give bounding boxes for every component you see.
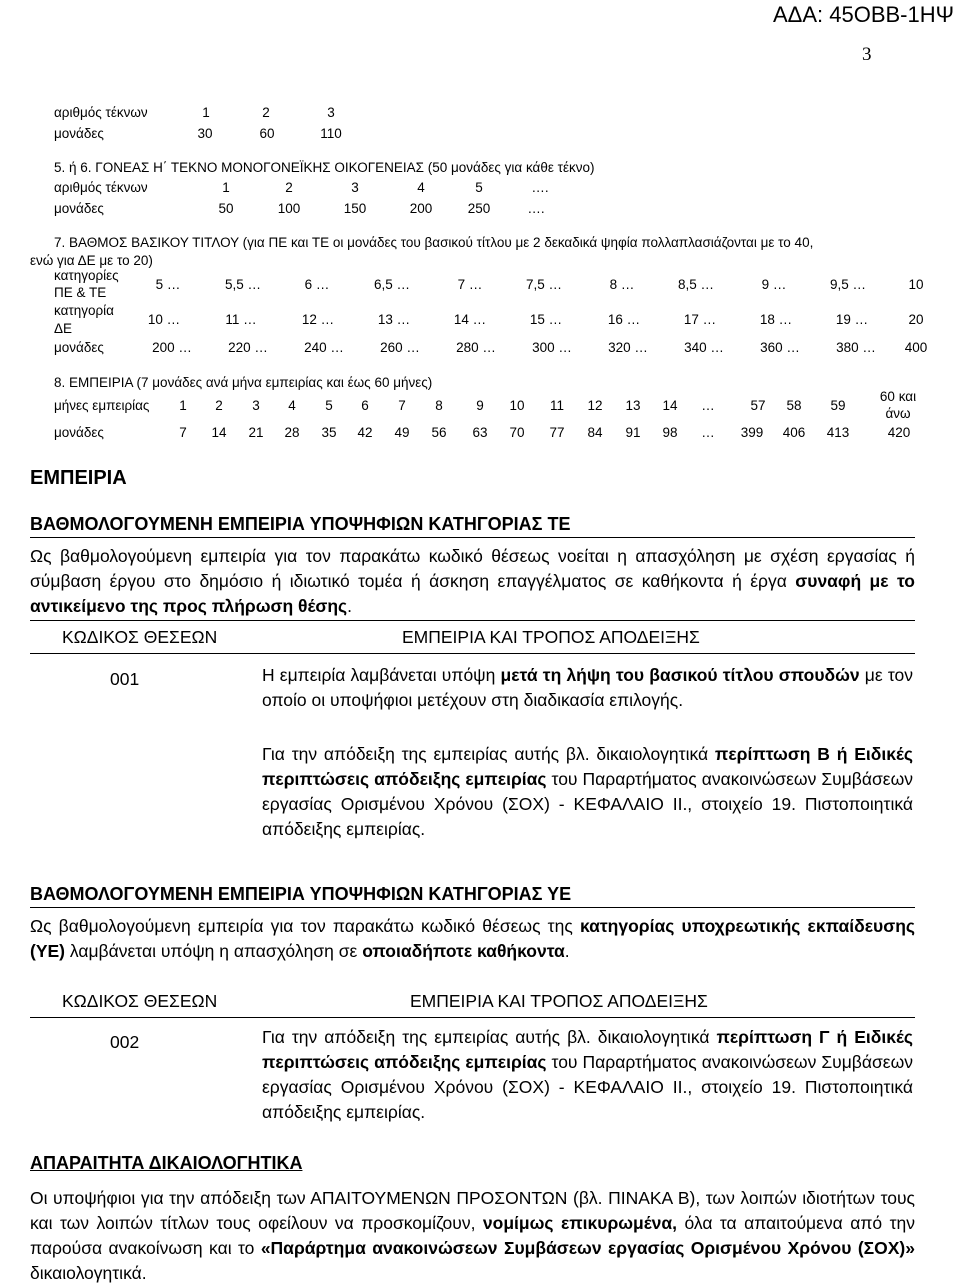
- table-cell: 320 …: [608, 340, 648, 355]
- table-cell: 6,5 …: [373, 277, 411, 292]
- table-cell: 60 και: [879, 389, 917, 404]
- children-row1-label: αριθμός τέκνων: [54, 105, 148, 120]
- te-intro: Ως βαθμολογούμενη εμπειρία για τον παρακάτω κωδικό θέσεως νοείται η απασχόληση με σχέση εργασίας ή σύμβαση έργου στο δημόσιο ή ιδιωτικό τομέα ή άσκηση επαγγέλματος σε καθήκοντα ή έργα συναφή με το αντικείμενο της προς πλήρωση θέσης.: [30, 546, 916, 616]
- table-cell: 3: [252, 398, 260, 413]
- table-cell: 30: [197, 126, 213, 141]
- table-cell: …: [701, 398, 715, 413]
- table-cell: 250: [467, 201, 491, 216]
- table-cell: 280 …: [456, 340, 496, 355]
- ye-heading: ΒΑΘΜΟΛΟΓΟΥΜΕΝΗ ΕΜΠΕΙΡΙΑ ΥΠΟΨΗΦΙΩΝ ΚΑΤΗΓΟΡΙΑΣ ΥΕ: [30, 884, 572, 904]
- table-cell: 413: [826, 425, 850, 440]
- degree-row3-label: μονάδες: [54, 340, 104, 355]
- table-cell: 11: [549, 398, 565, 413]
- table-cell: 7: [179, 425, 187, 440]
- ye-intro: Ως βαθμολογούμενη εμπειρία για τον παρακάτω κωδικό θέσεως της κατηγορίας υποχρεωτικής εκπαίδευσης (ΥΕ) λαμβάνεται υπόψη η απασχόληση σε οποιαδήποτε καθήκοντα.: [30, 916, 916, 961]
- table-cell: 150: [343, 201, 367, 216]
- table-cell: ….: [527, 201, 545, 216]
- degree-title-line1: 7. ΒΑΘΜΟΣ ΒΑΣΙΚΟΥ ΤΙΤΛΟΥ (για ΠΕ και ΤΕ οι μονάδες του βασικού τίτλου με 2 δεκαδικά ψηφία πολλαπλασιάζονται με το 40,: [54, 235, 814, 250]
- section-title: ΕΜΠΕΙΡΙΑ: [30, 467, 127, 489]
- table-cell: 10 …: [147, 312, 181, 327]
- te-col1-header: ΚΩΔΙΚΟΣ ΘΕΣΕΩΝ: [62, 627, 218, 647]
- table-cell: 16 …: [607, 312, 641, 327]
- required-text: Οι υποψήφιοι για την απόδειξη των ΑΠΑΙΤΟΥΜΕΝΩΝ ΠΡΟΣΟΝΤΩΝ (βλ. ΠΙΝΑΚΑ Β), των λοιπών ιδιοτήτων τους και των λοιπών τίτλων τους οφείλουν να προσκομίζουν, νομίμως επικυρωμένα, όλα τα απαιτούμενα από την παρούσα ανακοίνωση και το «Παράρτημα ανακοινώσεων Συμβάσεων εργασίας Ορισμένου Χρόνου (ΣΟΧ)» δικαιολογητικά.: [30, 1188, 915, 1283]
- table-cell: 7: [398, 398, 406, 413]
- ye-col2-header: ΕΜΠΕΙΡΙΑ ΚΑΙ ΤΡΟΠΟΣ ΑΠΟΔΕΙΞΗΣ: [410, 991, 708, 1011]
- table-cell: 21: [248, 425, 264, 440]
- ada-code: ΑΔΑ: 45ΟΒΒ-1ΗΨ: [772, 2, 954, 27]
- table-cell: 1: [202, 105, 210, 120]
- table-cell: 9,5 …: [829, 277, 867, 292]
- table-cell: 3: [351, 180, 359, 195]
- table-cell: 59: [830, 398, 846, 413]
- table-cell: 406: [782, 425, 806, 440]
- divider: [30, 653, 915, 654]
- degree-row2-label: κατηγορία: [54, 303, 114, 318]
- table-cell: 2: [262, 105, 270, 120]
- table-cell: 100: [277, 201, 301, 216]
- table-cell: …: [701, 425, 715, 440]
- table-cell: 110: [320, 126, 342, 141]
- table-cell: ….: [531, 180, 549, 195]
- table-cell: 20: [908, 312, 924, 327]
- table-cell: 13 …: [377, 312, 411, 327]
- table-cell: 98: [662, 425, 678, 440]
- table-cell: 3: [327, 105, 335, 120]
- degree-row1-label: ΠΕ & ΤΕ: [54, 285, 107, 300]
- single-parent-row1-label: αριθμός τέκνων: [54, 180, 148, 195]
- table-cell: 7 …: [457, 277, 483, 292]
- divider: [30, 537, 915, 538]
- table-cell: 60: [259, 126, 275, 141]
- table-cell: 6: [361, 398, 369, 413]
- children-row2-label: μονάδες: [54, 126, 104, 141]
- single-parent-title: 5. ή 6. ΓΟΝΕΑΣ Η΄ ΤΕΚΝΟ ΜΟΝΟΓΟΝΕΪΚΗΣ ΟΙΚΟΓΕΝΕΙΑΣ (50 μονάδες για κάθε τέκνο): [54, 160, 595, 175]
- table-cell: 49: [394, 425, 410, 440]
- table-cell: 12 …: [301, 312, 335, 327]
- table-cell: 300 …: [532, 340, 572, 355]
- table-cell: 6 …: [304, 277, 330, 292]
- single-parent-row2-label: μονάδες: [54, 201, 104, 216]
- table-cell: 5: [475, 180, 483, 195]
- table-cell: 340 …: [684, 340, 724, 355]
- table-cell: 1: [222, 180, 230, 195]
- experience-points-title: 8. ΕΜΠΕΙΡΙΑ (7 μονάδες ανά μήνα εμπειρίας και έως 60 μήνες): [54, 375, 433, 390]
- table-cell: 56: [431, 425, 447, 440]
- table-cell: 2: [285, 180, 293, 195]
- ye-code: 002: [110, 1032, 140, 1052]
- table-cell: 19 …: [835, 312, 869, 327]
- degree-row1-label: κατηγορίες: [54, 268, 119, 283]
- divider: [30, 1017, 915, 1018]
- table-cell: 9 …: [761, 277, 787, 292]
- table-cell: 200: [409, 201, 433, 216]
- table-cell: άνω: [885, 406, 911, 421]
- table-cell: 77: [549, 425, 565, 440]
- table-cell: 17 …: [683, 312, 717, 327]
- table-cell: 15 …: [529, 312, 563, 327]
- divider: [30, 907, 915, 908]
- te-heading: ΒΑΘΜΟΛΟΓΟΥΜΕΝΗ ΕΜΠΕΙΡΙΑ ΥΠΟΨΗΦΙΩΝ ΚΑΤΗΓΟΡΙΑΣ ΤΕ: [30, 514, 571, 534]
- table-cell: 35: [321, 425, 337, 440]
- table-cell: 1: [179, 398, 187, 413]
- te-experience-text-2: Για την απόδειξη της εμπειρίας αυτής βλ. δικαιολογητικά περίπτωση Β ή Ειδικές περιπτώσεις απόδειξης εμπειρίας του Παραρτήματος ανακοινώσεων Συμβάσεων εργασίας Ορισμένου Χρόνου (ΣΟΧ) - ΚΕΦΑΛΑΙΟ ΙΙ., στοιχείο 19. Πιστοποιητικά απόδειξης εμπειρίας.: [262, 744, 913, 839]
- ye-experience-text: Για την απόδειξη της εμπειρίας αυτής βλ. δικαιολογητικά περίπτωση Γ ή Ειδικές περιπτώσεις απόδειξης εμπειρίας του Παραρτήματος ανακοινώσεων Συμβάσεων εργασίας Ορισμένου Χρόνου (ΣΟΧ) - ΚΕΦΑΛΑΙΟ ΙΙ., στοιχείο 19. Πιστοποιητικά απόδειξης εμπειρίας.: [262, 1027, 913, 1122]
- degree-title-line2: ενώ για ΔΕ με το 20): [30, 253, 153, 268]
- table-cell: 57: [750, 398, 766, 413]
- table-cell: 8,5 …: [677, 277, 715, 292]
- divider: [30, 620, 915, 621]
- table-cell: 4: [288, 398, 296, 413]
- table-cell: 18 …: [759, 312, 793, 327]
- page-number: 3: [862, 44, 872, 65]
- table-cell: 420: [887, 425, 911, 440]
- table-cell: 14 …: [453, 312, 487, 327]
- table-cell: 360 …: [760, 340, 800, 355]
- experience-row2-label: μονάδες: [54, 425, 104, 440]
- table-cell: 28: [284, 425, 300, 440]
- te-col2-header: ΕΜΠΕΙΡΙΑ ΚΑΙ ΤΡΟΠΟΣ ΑΠΟΔΕΙΞΗΣ: [402, 627, 700, 647]
- table-cell: 11 …: [225, 312, 257, 327]
- table-cell: 10: [509, 398, 525, 413]
- table-cell: 70: [509, 425, 525, 440]
- table-cell: 5: [325, 398, 333, 413]
- table-cell: 5,5 …: [224, 277, 262, 292]
- table-cell: 400: [904, 340, 928, 355]
- table-cell: 8 …: [609, 277, 635, 292]
- table-cell: 12: [587, 398, 603, 413]
- table-cell: 84: [587, 425, 603, 440]
- table-cell: 4: [417, 180, 425, 195]
- te-code: 001: [110, 669, 140, 689]
- table-cell: 14: [662, 398, 678, 413]
- table-cell: 42: [357, 425, 373, 440]
- table-cell: 10: [908, 277, 924, 292]
- table-cell: 240 …: [304, 340, 344, 355]
- table-cell: 7,5 …: [525, 277, 563, 292]
- required-heading: ΑΠΑΡΑΙΤΗΤΑ ΔΙΚΑΙΟΛΟΓΗΤΙΚΑ: [30, 1153, 303, 1173]
- table-cell: 58: [786, 398, 802, 413]
- ye-col1-header: ΚΩΔΙΚΟΣ ΘΕΣΕΩΝ: [62, 991, 218, 1011]
- table-cell: 220 …: [228, 340, 268, 355]
- table-cell: 380 …: [836, 340, 876, 355]
- table-cell: 63: [472, 425, 488, 440]
- experience-row1-label: μήνες εμπειρίας: [54, 398, 150, 413]
- table-cell: 399: [740, 425, 764, 440]
- table-cell: 2: [215, 398, 223, 413]
- degree-row2-label: ΔΕ: [54, 321, 73, 336]
- table-cell: 200 …: [152, 340, 192, 355]
- table-cell: 13: [625, 398, 641, 413]
- table-cell: 50: [218, 201, 234, 216]
- table-cell: 8: [435, 398, 443, 413]
- table-cell: 5 …: [155, 277, 181, 292]
- te-experience-text-1: Η εμπειρία λαμβάνεται υπόψη μετά τη λήψη του βασικού τίτλου σπουδών με τον οποίο οι υποψήφιοι μετέχουν στη διαδικασία επιλογής.: [262, 665, 913, 710]
- table-cell: 14: [211, 425, 227, 440]
- table-cell: 260 …: [380, 340, 420, 355]
- table-cell: 9: [476, 398, 484, 413]
- table-cell: 91: [625, 425, 641, 440]
